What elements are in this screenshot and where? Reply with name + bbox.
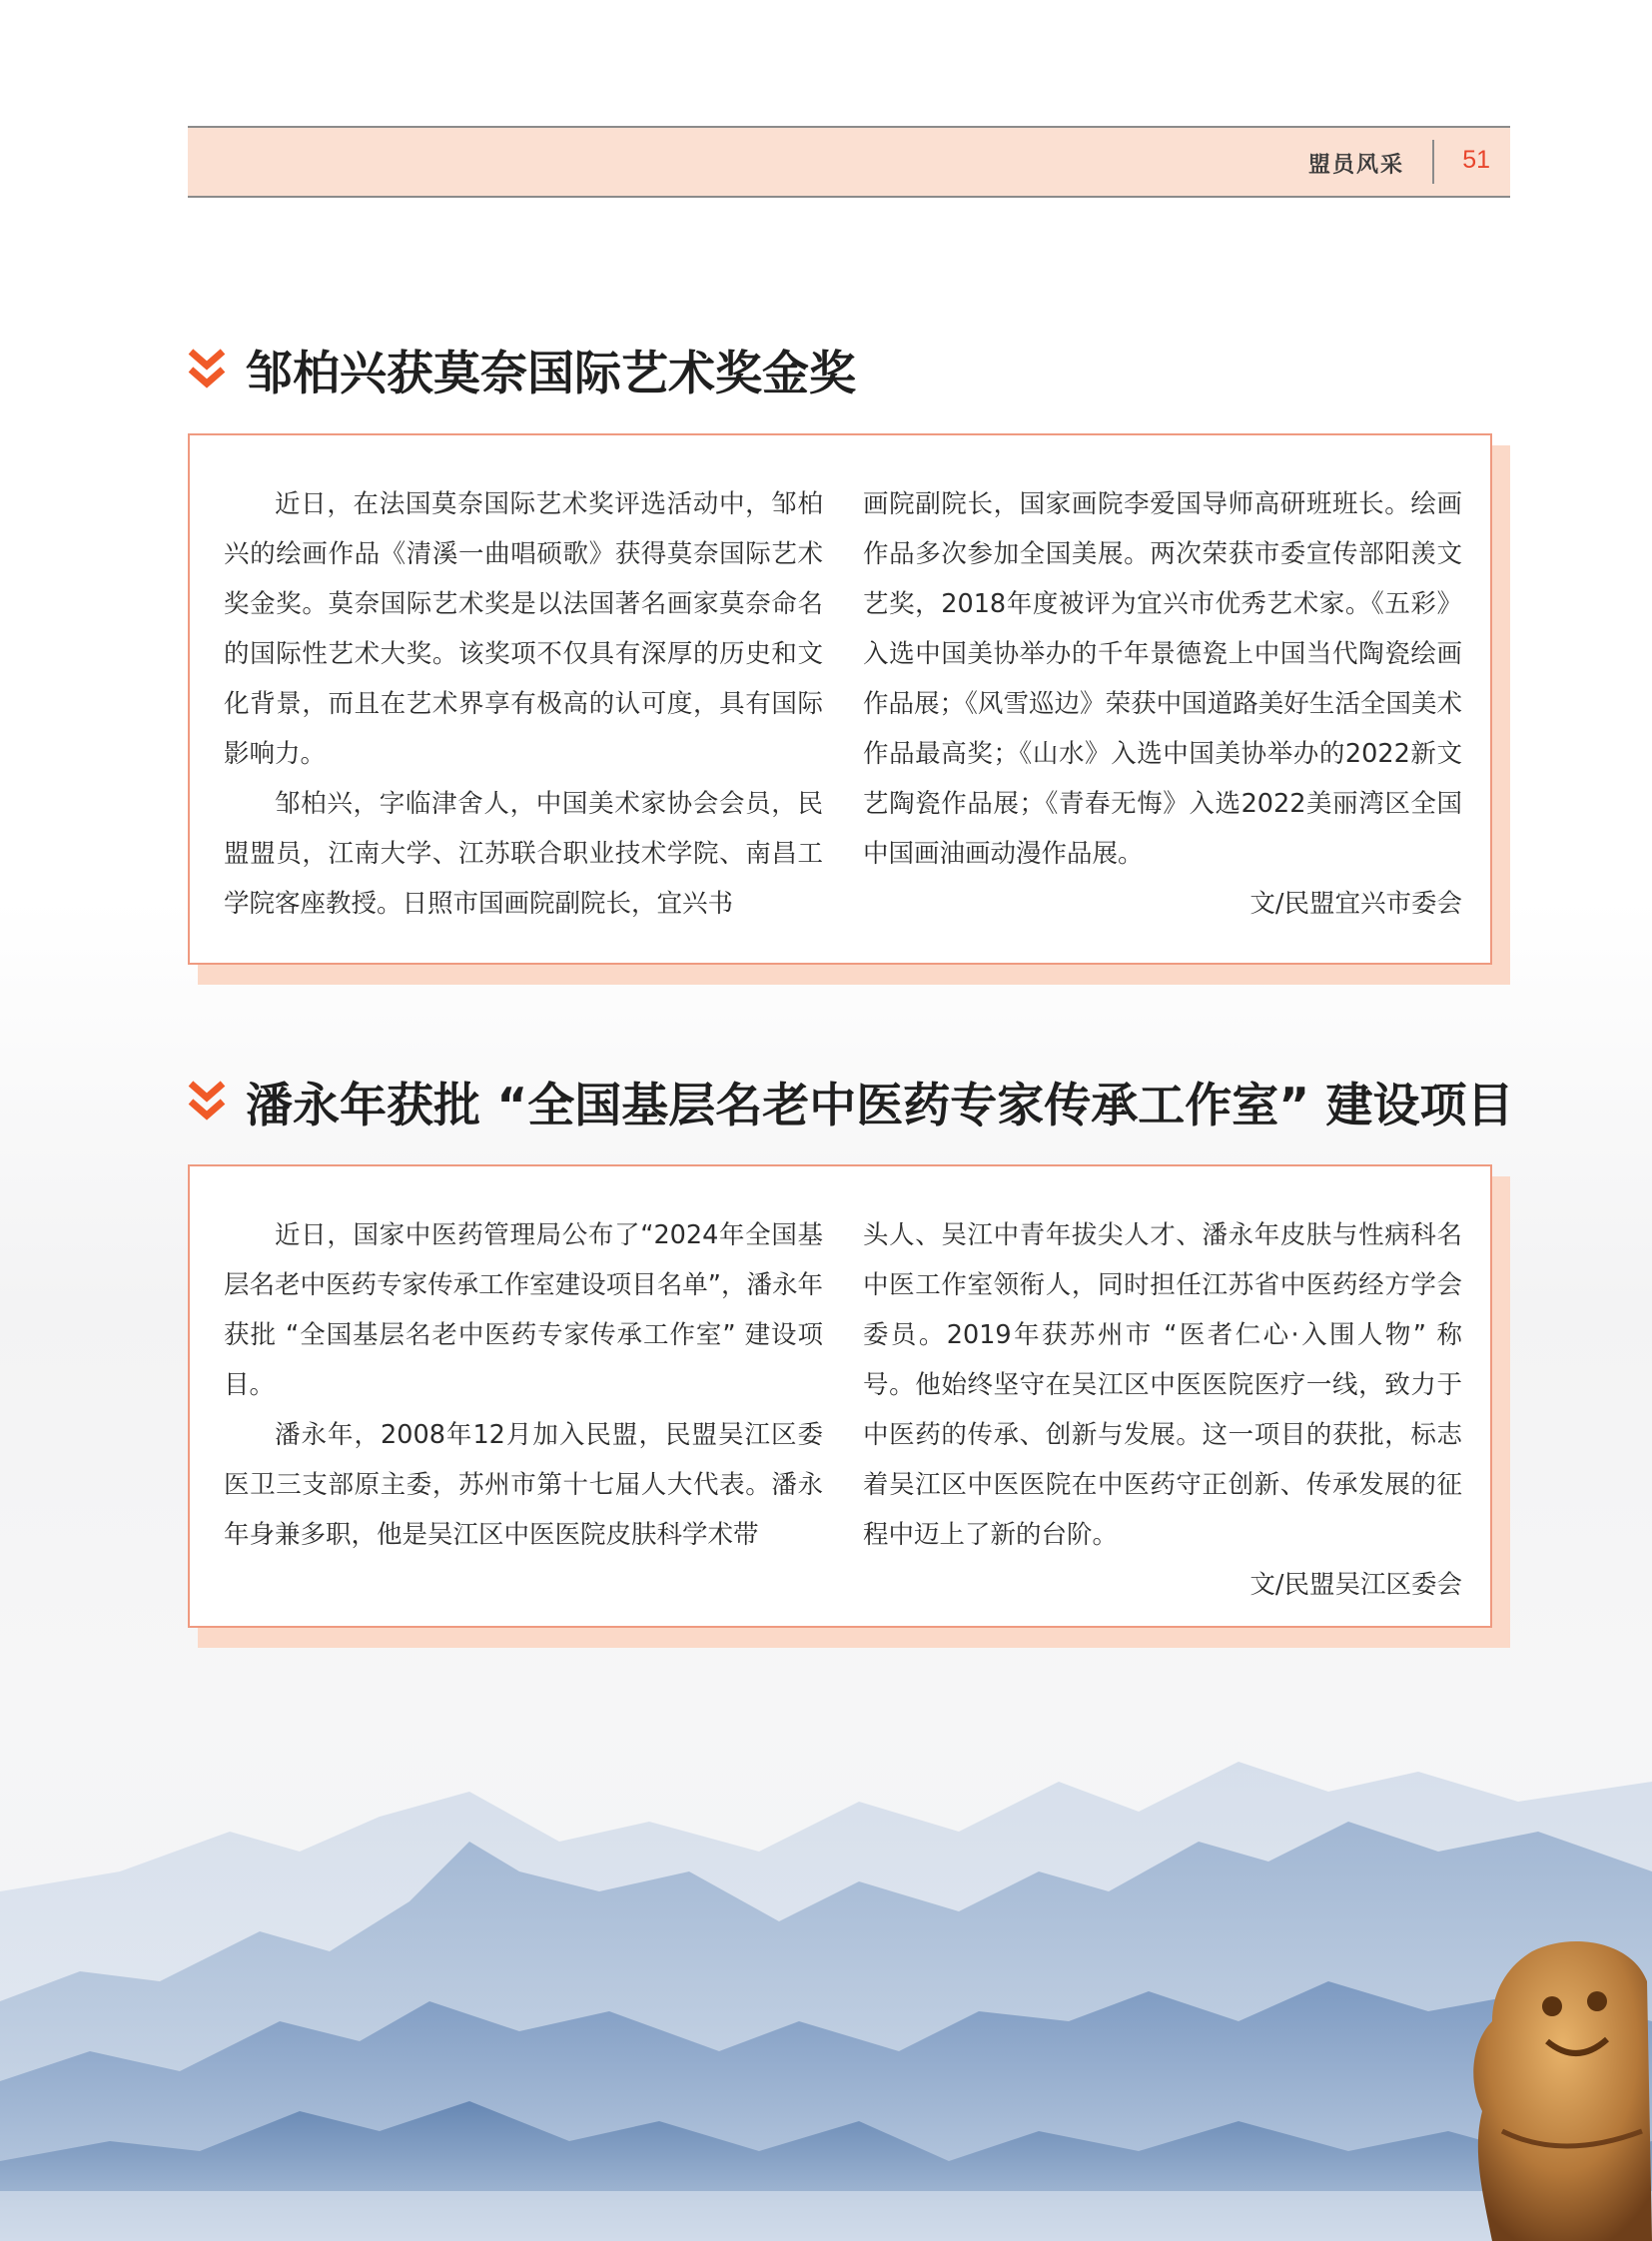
section-name: 盟员风采 — [1307, 152, 1404, 178]
mountain-landscape-illustration — [0, 1722, 1652, 2241]
running-header — [188, 126, 1510, 198]
header-divider — [1432, 140, 1434, 184]
article-credit: 文/民盟宜兴市委会 — [1249, 889, 1462, 919]
paragraph: 画院副院长，国家画院李爱国导师高研班班长。绘画作品多次参加全国美展。两次荣获市委宣传部阳羡文艺奖，2018年度被评为宜兴市优秀艺术家。《五彩》入选中国美协举办的千年景德瓷上中国当代陶瓷绘画作品展；《风雪巡边》荣获中国道路美好生活全国美术作品最高奖；《山水》入选中国美协举办的2022新文艺陶瓷作品展；《青春无悔》入选2022美丽湾区全国中国画油画动漫作品展。 — [863, 489, 1462, 869]
article-heading — [188, 1067, 1514, 1136]
double-chevron-down-icon — [188, 1080, 226, 1123]
paragraph: 近日，国家中医药管理局公布了“2024年全国基层名老中医药专家传承工作室建设项目名单”，潘永年获批 “全国基层名老中医药专家传承工作室” 建设项目。 — [224, 1220, 823, 1400]
stone-lion-statue-image — [1462, 1931, 1652, 2241]
paragraph: 潘永年，2008年12月加入民盟，民盟吴江区委医卫三支部原主委，苏州市第十七届人大代表。潘永年身兼多职，他是吴江区中医医院皮肤科学术带 — [224, 1420, 823, 1550]
article-card — [188, 433, 1492, 965]
article-card — [188, 1164, 1492, 1628]
article-heading — [188, 335, 856, 404]
paragraph: 头人、吴江中青年拔尖人才、潘永年皮肤与性病科名中医工作室领衔人，同时担任江苏省中医药经方学会委员。2019年获苏州市 “医者仁心·入围人物” 称号。他始终坚守在吴江区中医医院医疗一线，致力于中医药的传承、创新与发展。这一项目的获批，标志着吴江区中医医院在中医药守正创新、传承发展的征程中迈上了新的台阶。 — [863, 1220, 1462, 1550]
article-left-column — [224, 1210, 823, 1560]
paragraph: 邹柏兴，字临津舍人，中国美术家协会会员，民盟盟员，江南大学、江苏联合职业技术学院、南昌工学院客座教授。日照市国画院副院长，宜兴书 — [224, 789, 823, 919]
paragraph: 近日，在法国莫奈国际艺术奖评选活动中，邹柏兴的绘画作品《清溪一曲唱硕歌》获得莫奈国际艺术奖金奖。莫奈国际艺术奖是以法国著名画家莫奈命名的国际性艺术大奖。该奖项不仅具有深厚的历史和文化背景，而且在艺术界享有极高的认可度，具有国际影响力。 — [224, 489, 823, 769]
double-chevron-down-icon — [188, 348, 226, 391]
article-credit: 文/民盟吴江区委会 — [1249, 1570, 1462, 1600]
article-title: 邹柏兴获莫奈国际艺术奖金奖 — [246, 346, 856, 401]
page-number: 51 — [1462, 146, 1490, 174]
article-left-column — [224, 479, 823, 929]
article-right-column — [863, 479, 1462, 929]
article-title: 潘永年获批 “全国基层名老中医药专家传承工作室” 建设项目 — [246, 1078, 1514, 1133]
article-right-column — [863, 1210, 1462, 1610]
